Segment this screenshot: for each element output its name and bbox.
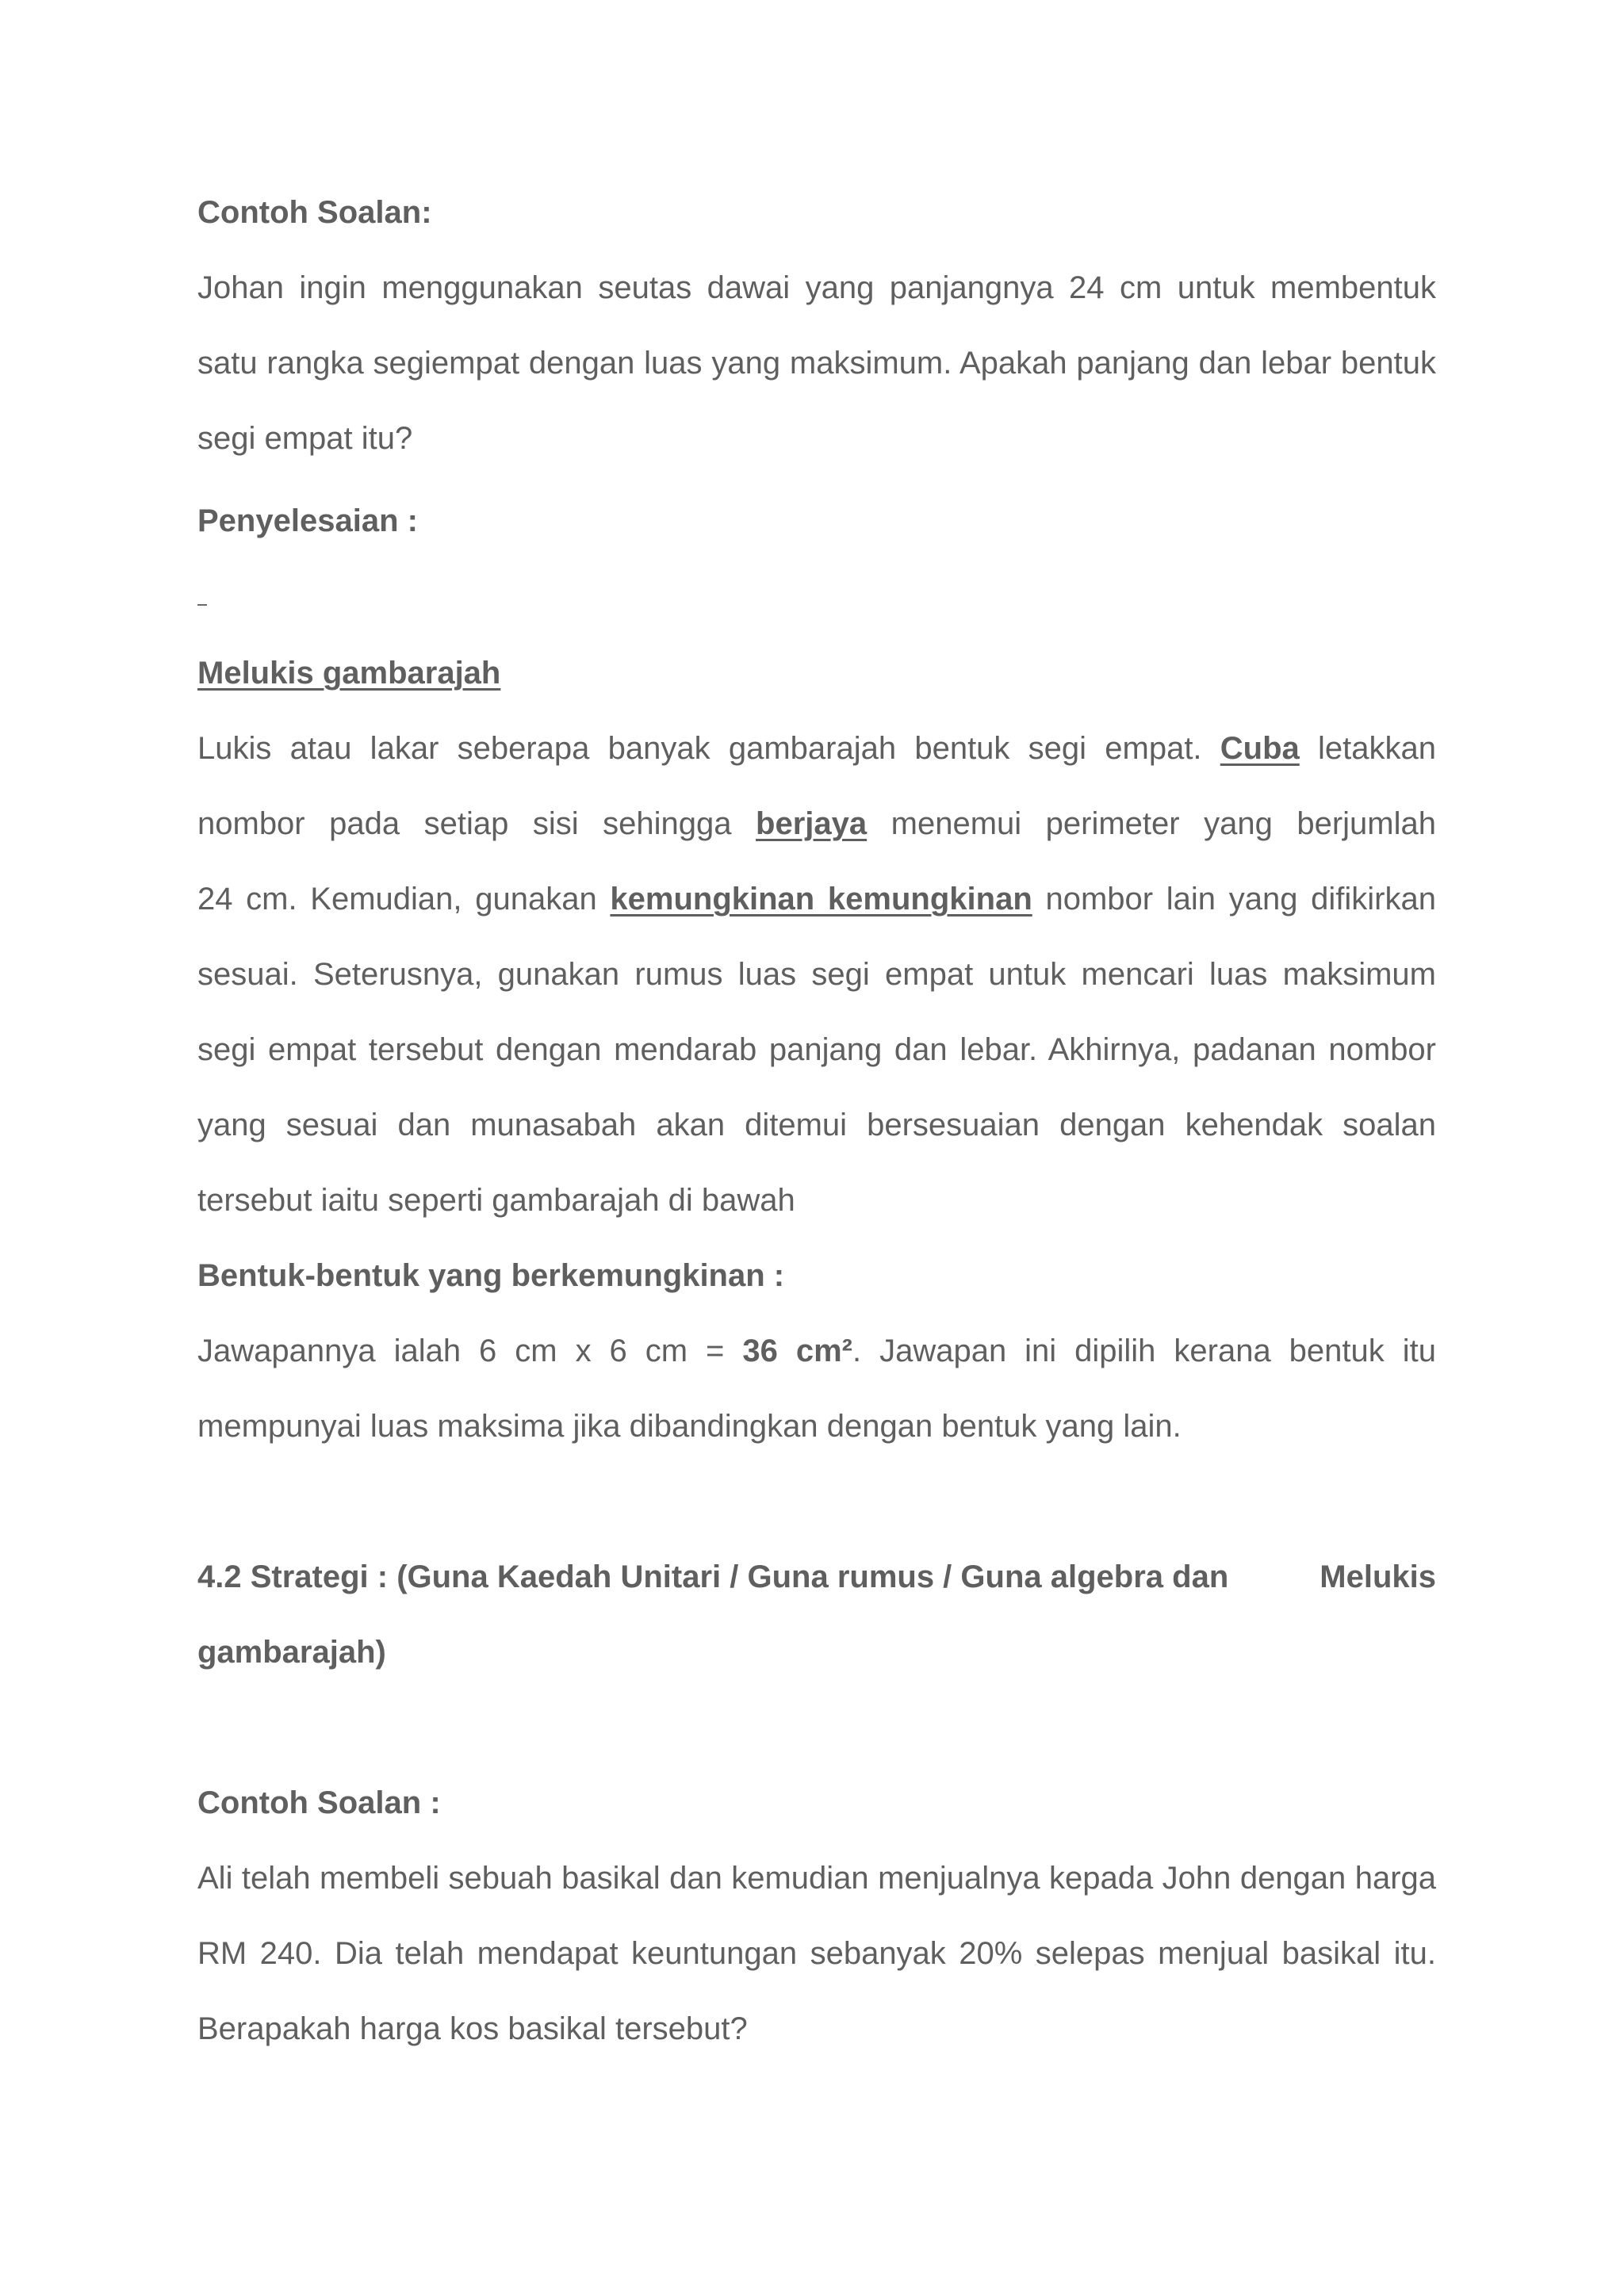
strategy-heading <box>197 1540 1436 1690</box>
question-paragraph: Johan ingin menggunakan seutas dawai yang panjangnya 24 cm untuk membentuk satu rangka segiempat dengan luas yang maksimum. Apakah panjang dan lebar bentuk segi empat itu? <box>197 270 1436 456</box>
method-text: nombor lain yang difikirkan sesuai. Seterusnya, gunakan rumus luas segi empat untuk mencari luas maksimum segi empat tersebut dengan mendarab panjang dan lebar. Akhirnya, padanan nombor yang sesuai dan munasabah akan ditemui bersesuaian dengan kehendak soalan tersebut iaitu seperti gambarajah di bawah <box>197 882 1436 1218</box>
dash-marker <box>197 604 207 606</box>
answer-paragraph <box>197 1314 1436 1464</box>
answer-value: 36 cm² <box>742 1334 852 1368</box>
method-heading-text: Melukis gambarajah <box>197 656 501 691</box>
method-text: 24 cm. Kemudian, gunakan <box>197 882 611 916</box>
example-question-heading: Contoh Soalan: <box>197 195 432 230</box>
strategy-heading-end: Melukis <box>1320 1559 1436 1594</box>
emphasis-berjaya: berjaya <box>756 806 868 841</box>
strategy-heading-text: 4.2 Strategi : (Guna Kaedah Unitari / Guna rumus / Guna algebra dan <box>197 1559 1229 1594</box>
document-page <box>197 0 1436 2296</box>
strategy-heading-line2: gambarajah) <box>197 1635 386 1670</box>
method-text: letakkan nombor pada setiap sisi sehingga <box>197 731 1436 841</box>
solution-heading: Penyelesaian : <box>197 503 418 538</box>
emphasis-kemungkinan: kemungkinan kemungkinan <box>610 882 1032 916</box>
method-heading <box>197 636 1436 711</box>
method-paragraph-2 <box>197 862 1436 1238</box>
answer-text: . Jawapan ini dipilih kerana bentuk itu mempunyai luas maksima jika dibandingkan dengan bentuk yang lain. <box>197 1334 1436 1444</box>
question-paragraph-2: Ali telah membeli sebuah basikal dan kemudian menjualnya kepada John dengan harga RM 240. Dia telah mendapat keuntungan sebanyak 20% selepas menjual basikal itu. Berapakah harga kos basikal tersebut? <box>197 1861 1436 2046</box>
emphasis-cuba: Cuba <box>1220 731 1300 766</box>
method-text: menemui perimeter yang berjumlah <box>867 806 1436 841</box>
example-question-heading-2: Contoh Soalan : <box>197 1785 441 1820</box>
answer-text: Jawapannya ialah 6 cm x 6 cm = <box>197 1334 743 1368</box>
method-text: Lukis atau lakar seberapa banyak gambarajah bentuk segi empat. <box>197 731 1220 766</box>
possible-shapes-heading: Bentuk-bentuk yang berkemungkinan : <box>197 1258 785 1293</box>
